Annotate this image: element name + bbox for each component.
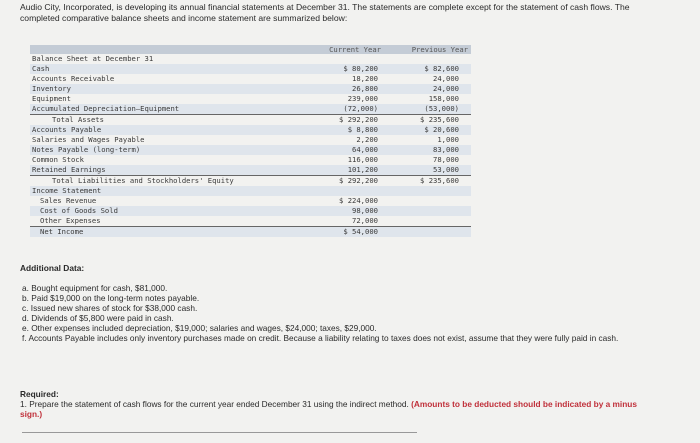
table-row: [30, 145, 471, 155]
table-row: [30, 74, 471, 84]
row-label: Accounts Payable: [32, 125, 102, 134]
required-title: Required:: [20, 389, 59, 399]
current-year-value: 116,000: [347, 155, 378, 164]
col-current-year: Current Year: [329, 45, 381, 54]
row-label: Cost of Goods Sold: [40, 206, 118, 215]
current-year-value: $ 80,200: [343, 64, 378, 73]
current-year-value: $ 54,000: [343, 227, 378, 236]
table-row: [30, 165, 471, 175]
row-label: Common Stock: [32, 155, 84, 164]
previous-year-value: 83,000: [433, 145, 459, 154]
table-row: [30, 216, 471, 226]
previous-year-value: $ 20,600: [424, 125, 459, 134]
required-text: 1. Prepare the statement of cash flows for the current year ended December 31 using the indirect method.: [20, 399, 409, 409]
current-year-value: 239,000: [347, 94, 378, 103]
previous-year-value: 78,000: [433, 155, 459, 164]
current-year-value: 98,000: [352, 206, 378, 215]
current-year-value: $ 224,000: [339, 196, 378, 205]
list-item: d. Dividends of $5,800 were paid in cash.: [22, 313, 174, 323]
additional-data-list: [22, 283, 662, 343]
table-header: [30, 45, 471, 54]
table-row: [30, 114, 471, 125]
previous-year-value: $ 235,600: [420, 176, 459, 185]
row-label: Total Liabilities and Stockholders' Equity: [52, 176, 234, 185]
table-row: [30, 155, 471, 165]
current-year-value: (72,000): [343, 104, 378, 113]
current-year-value: 64,000: [352, 145, 378, 154]
list-item: e. Other expenses included depreciation, $19,000; salaries and wages, $24,000; taxes, $29,000.: [22, 323, 377, 333]
row-label: Sales Revenue: [40, 196, 97, 205]
table-row: [30, 84, 471, 94]
previous-year-value: $ 82,600: [424, 64, 459, 73]
table-row: [30, 226, 471, 237]
list-item: a. Bought equipment for cash, $81,000.: [22, 283, 168, 293]
current-year-value: 18,200: [352, 74, 378, 83]
current-year-value: 101,200: [347, 165, 378, 174]
previous-year-value: 1,000: [437, 135, 459, 144]
table-row: [30, 54, 471, 64]
table-row: [30, 186, 471, 196]
additional-data-title: Additional Data:: [20, 263, 85, 273]
previous-year-value: $ 235,600: [420, 115, 459, 124]
current-year-value: 72,000: [352, 216, 378, 225]
row-label: Accumulated Depreciation–Equipment: [32, 104, 180, 113]
current-year-value: 2,200: [356, 135, 378, 144]
row-label: Balance Sheet at December 31: [32, 54, 154, 63]
table-row: [30, 125, 471, 135]
list-item: f. Accounts Payable includes only inventory purchases made on credit. Because a liability relating to taxes does not exist, assume that they were fully paid in cash.: [22, 333, 619, 343]
current-year-value: $ 8,800: [347, 125, 378, 134]
financial-table: [30, 45, 471, 237]
previous-year-value: 24,000: [433, 84, 459, 93]
problem-intro: Audio City, Incorporated, is developing its annual financial statements at December 31. The statements are complete except for the statement of cash flows. The completed comparative balance sheets and income statement are summarized below:: [20, 2, 630, 23]
list-item: b. Paid $19,000 on the long-term notes payable.: [22, 293, 200, 303]
table-row: [30, 64, 471, 74]
list-item: c. Issued new shares of stock for $38,000 cash.: [22, 303, 198, 313]
table-row: [30, 104, 471, 114]
previous-year-value: 158,000: [428, 94, 459, 103]
divider: [22, 432, 417, 433]
row-label: Net Income: [40, 227, 84, 236]
previous-year-value: 24,000: [433, 74, 459, 83]
current-year-value: $ 292,200: [339, 115, 378, 124]
table-row: [30, 175, 471, 186]
row-label: Equipment: [32, 94, 71, 103]
row-label: Notes Payable (long-term): [32, 145, 141, 154]
previous-year-value: 53,000: [433, 165, 459, 174]
current-year-value: 26,800: [352, 84, 378, 93]
table-row: [30, 196, 471, 206]
table-row: [30, 135, 471, 145]
row-label: Accounts Receivable: [32, 74, 115, 83]
required-note: (Amounts to be deducted should be indicated by a minus sign.): [20, 399, 637, 419]
table-row: [30, 206, 471, 216]
row-label: Other Expenses: [40, 216, 101, 225]
row-label: Cash: [32, 64, 50, 73]
row-label: Total Assets: [52, 115, 104, 124]
col-previous-year: Previous Year: [411, 45, 468, 54]
table-row: [30, 94, 471, 104]
current-year-value: $ 292,200: [339, 176, 378, 185]
row-label: Inventory: [32, 84, 71, 93]
row-label: Income Statement: [32, 186, 102, 195]
previous-year-value: (53,000): [424, 104, 459, 113]
row-label: Retained Earnings: [32, 165, 106, 174]
row-label: Salaries and Wages Payable: [32, 135, 145, 144]
required-section: [20, 389, 640, 419]
